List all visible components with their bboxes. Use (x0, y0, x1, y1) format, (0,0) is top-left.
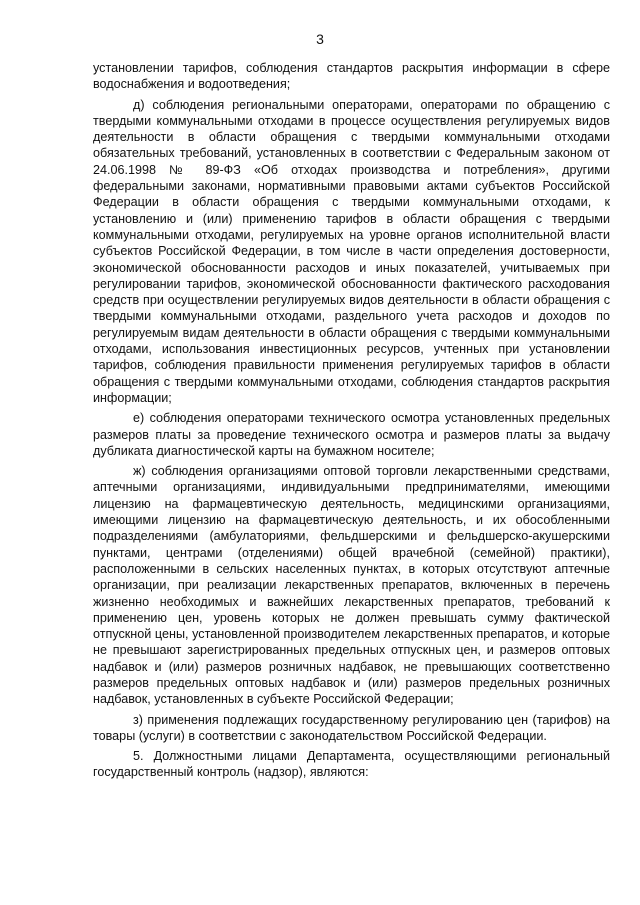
paragraph-5: 5. Должностными лицами Департамента, осуществляющими региональный государственный контроль (надзор), являются: (93, 749, 610, 780)
paragraph-zh: ж) соблюдения организациями оптовой торговли лекарственными средствами, аптечными организациями, индивидуальными предпринимателями, имеющими лицензию на фармацевтическую деятельность, медицинскими организациями, имеющими лицензию на фармацевтическую деятельность, и их обособленными подразделениями (амбулаториями, фельдшерскими и фельдшерско-акушерскими пунктами, центрами (отделениями) общей врачебной (семейной) практики), расположенными в сельских населенных пунктах, в которых отсутствуют аптечные организации, при реализации лекарственных препаратов, включенных в перечень жизненно необходимых и важнейших лекарственных препаратов, требований к применению цен, уровень которых не должен превышать сумму фактической отпускной цены, установленной производителем лекарственных препаратов, и которые не превышают зарегистрированных предельных отпускных цен, и размеров оптовых надбавок и (или) размеров розничных надбавок, не превышающих соответственно размеров предельных оптовых надбавок и (или) размеров предельных розничных надбавок, установленных в субъекте Российской Федерации; (93, 464, 610, 707)
paragraph-continuation: установлении тарифов, соблюдения стандартов раскрытия информации в сфере водоснабжения и водоотведения; (93, 61, 610, 92)
paragraph-e: е) соблюдения операторами технического осмотра установленных предельных размеров платы за проведение технического осмотра и размеров платы за выдачу дубликата диагностической карты на бумажном носителе; (93, 411, 610, 458)
paragraph-d: д) соблюдения региональными операторами, операторами по обращению с твердыми коммунальными отходами в процессе осуществления регулируемых видов деятельности в области обращения с твердыми коммунальными отходами обязательных требований, установленных в соответствии с Федеральным законом от 24.06.1998 № 89-ФЗ «Об отходах производства и потребления», другими федеральными законами, нормативными правовыми актами субъектов Российской Федерации в области обращения с твердыми коммунальными отходами, к установлению и (или) применению тарифов в области обращения с твердыми коммунальными отходами, регулируемых на уровне органов исполнительной власти субъектов Российской Федерации, в том числе в части определения достоверности, экономической обоснованности расходов и иных показателей, учитываемых при регулировании тарифов, экономической обоснованности фактического расходования средств при осуществлении регулируемых видов деятельности в области обращения с твердыми коммунальными отходами, раздельного учета расходов и доходов по регулируемым видам деятельности в области обращения с твердыми коммунальными отходами, использования инвестиционных ресурсов, учтенных при установлении тарифов, соблюдения правильности применения регулируемых тарифов в области обращения с твердыми коммунальными отходами, соблюдения стандартов раскрытия информации; (93, 97, 610, 405)
page-number: 3 (316, 31, 324, 47)
document-body (93, 60, 610, 785)
paragraph-z: з) применения подлежащих государственному регулированию цен (тарифов) на товары (услуги) в соответствии с законодательством Российской Федерации. (93, 712, 610, 743)
